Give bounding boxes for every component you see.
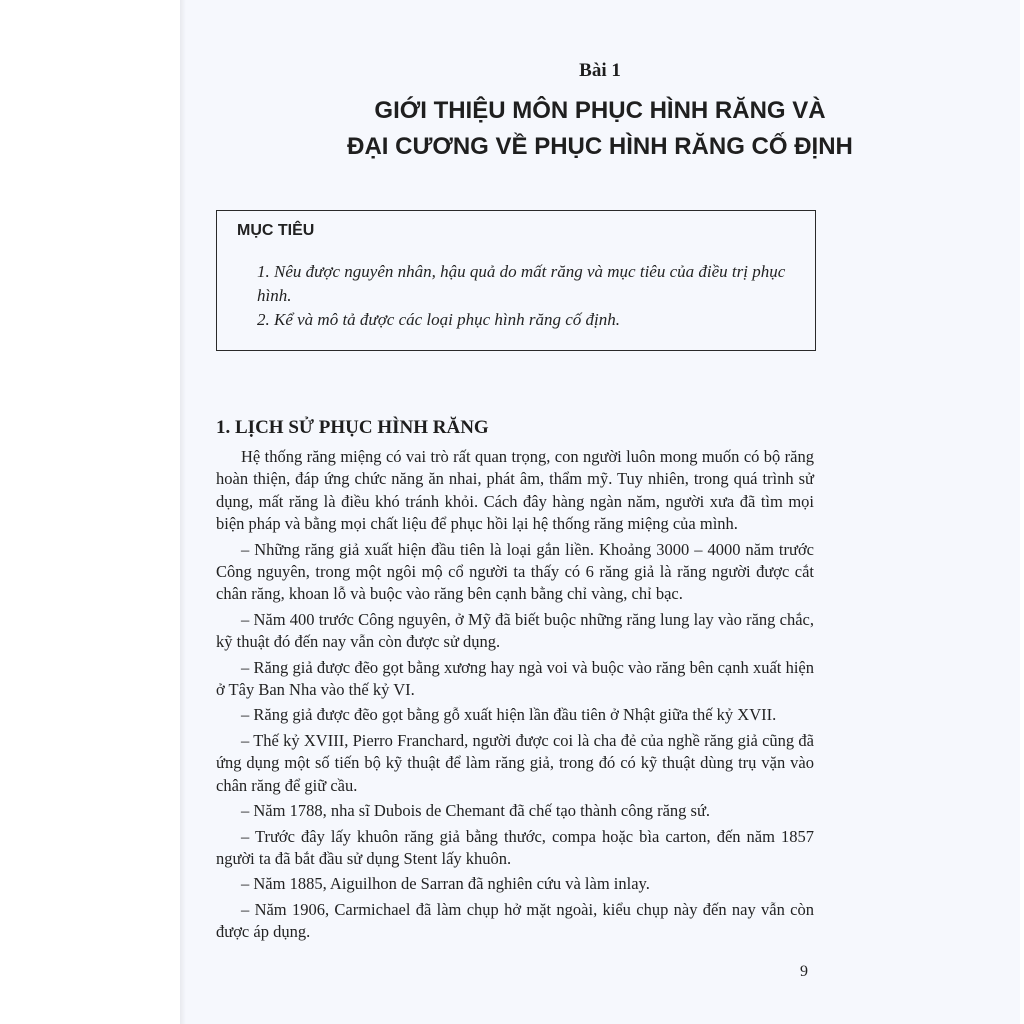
title-line-2: ĐẠI CƯƠNG VỀ PHỤC HÌNH RĂNG CỐ ĐỊNH xyxy=(347,133,853,160)
paragraph: – Răng giả được đẽo gọt bằng xương hay ngà voi và buộc vào răng bên cạnh xuất hiện ở Tây Ban Nha vào thế kỷ VI. xyxy=(216,657,814,700)
page-number: 9 xyxy=(800,963,808,980)
section-heading: 1. LỊCH SỬ PHỤC HÌNH RĂNG xyxy=(216,417,489,438)
paragraph: – Năm 1788, nha sĩ Dubois de Chemant đã chế tạo thành công răng sứ. xyxy=(241,801,711,821)
book-page xyxy=(180,0,1020,1024)
lesson-label: Bài 1 xyxy=(579,60,621,81)
objective-item-2: 2. Kể và mô tả được các loại phục hình răng cố định. xyxy=(257,310,621,329)
paragraph: – Năm 400 trước Công nguyên, ở Mỹ đã biết buộc những răng lung lay vào răng chắc, kỹ thuật đó đến nay vẫn còn được sử dụng. xyxy=(216,609,814,652)
paragraph: – Thế kỷ XVIII, Pierro Franchard, người được coi là cha đẻ của nghề răng giả cũng đã ứng dụng một số tiến bộ kỹ thuật để làm răng giả, trong đó có kỹ thuật dùng trụ vặn vào chân răng để giữ cầu. xyxy=(216,730,814,795)
paragraph: – Răng giả được đẽo gọt bằng gỗ xuất hiện lần đầu tiên ở Nhật giữa thế kỷ XVII. xyxy=(241,705,777,725)
paragraph: – Năm 1906, Carmichael đã làm chụp hở mặt ngoài, kiểu chụp này đến nay vẫn còn được áp dụng. xyxy=(216,899,814,942)
paragraph: – Những răng giả xuất hiện đầu tiên là loại gắn liền. Khoảng 3000 – 4000 năm trước Công nguyên, trong một ngôi mộ cổ người ta thấy có 6 răng giả là răng người được cắt chân răng, khoan lỗ và buộc vào răng bên cạnh bằng chỉ vàng, chỉ bạc. xyxy=(216,539,814,604)
objective-item-1: 1. Nêu được nguyên nhân, hậu quả do mất răng và mục tiêu của điều trị phục hình. xyxy=(257,262,786,305)
objectives-box xyxy=(216,210,816,351)
paragraph: Hệ thống răng miệng có vai trò rất quan trọng, con người luôn mong muốn có bộ răng hoàn thiện, đáp ứng chức năng ăn nhai, phát âm, thẩm mỹ. Tuy nhiên, trong quá trình sử dụng, mất răng là điều khó tránh khỏi. Cách đây hàng ngàn năm, người xưa đã tìm mọi biện pháp và bằng mọi chất liệu để phục hồi lại hệ thống răng miệng của mình. xyxy=(216,447,814,534)
paragraph: – Năm 1885, Aiguilhon de Sarran đã nghiên cứu và làm inlay. xyxy=(241,874,650,894)
section-body xyxy=(216,446,814,947)
paragraph: – Trước đây lấy khuôn răng giả bằng thước, compa hoặc bìa carton, đến năm 1857 người ta đã bắt đầu sử dụng Stent lấy khuôn. xyxy=(216,826,814,868)
objectives-heading: MỤC TIÊU xyxy=(237,222,315,239)
title-line-1: GIỚI THIỆU MÔN PHỤC HÌNH RĂNG VÀ xyxy=(374,97,826,124)
page-title xyxy=(180,93,1020,165)
